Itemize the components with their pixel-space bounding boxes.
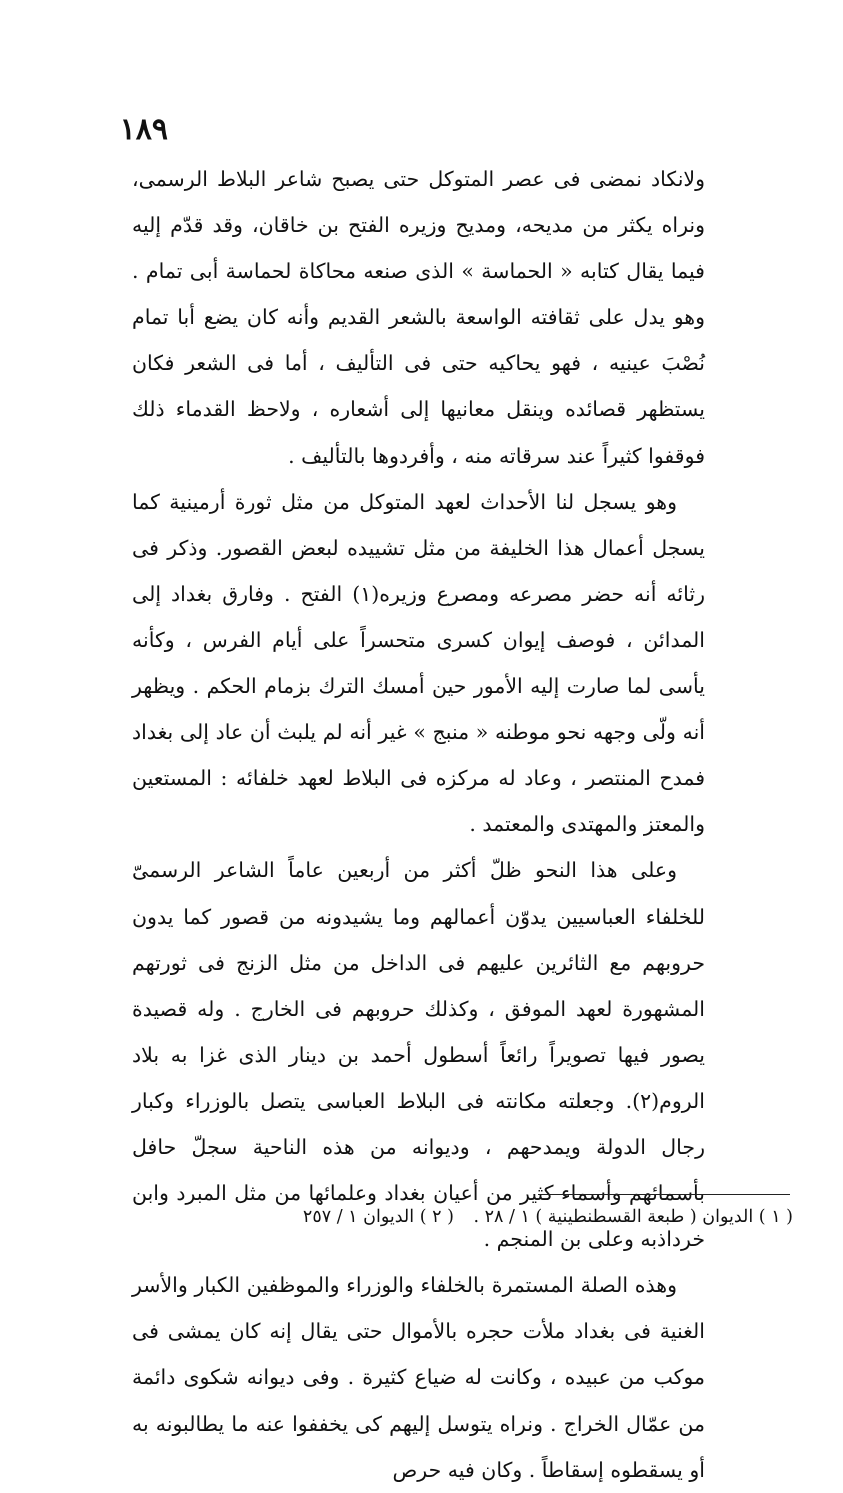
footnote-1: ( ١ ) الديوان ( طبعة القسطنطينية ) ١ / ٢٨ .: [473, 1207, 793, 1227]
body-text: [132, 156, 705, 1493]
paragraph-2: وهو يسجل لنا الأحداث لعهد المتوكل من مثل ثورة أرمينية كما يسجل أعمال هذا الخليفة من مثل تشييده لبعض القصور. وذكر فى رثائه أنه حضر مصرعه ومصرع وزيره(١) الفتح . وفارق بغداد إلى المدائن ، فوصف إيوان كسرى متحسراً على أيام الفرس ، وكأنه يأسى لما صارت إليه الأمور حين أمسك الترك بزمام الحكم . ويظهر أنه ولّى وجهه نحو موطنه « منبج » غير أنه لم يلبث أن عاد إلى بغداد فمدح المنتصر ، وعاد له مركزه فى البلاط لعهد خلفائه : المستعين والمعتز والمهتدى والمعتمد .: [132, 489, 705, 837]
footnotes: [180, 1202, 793, 1232]
footnote-2: ( ٢ ) الديوان ١ / ٢٥٧: [302, 1207, 454, 1227]
footnote-divider: [538, 1194, 790, 1195]
paragraph-3: وعلى هذا النحو ظلّ أكثر من أربعين عاماً الشاعر الرسمىّ للخلفاء العباسيين يدوّن أعمالهم وما يشيدونه من قصور كما يدون حروبهم مع الثائرين عليهم فى الداخل من مثل الزنج فى ثورتهم المشهورة لعهد الموفق ، وكذلك حروبهم فى الخارج . وله قصيدة يصور فيها تصويراً رائعاً أسطول أحمد بن دينار الذى غزا به بلاد الروم(٢). وجعلته مكانته فى البلاط العباسى يتصل بالوزراء وكبار رجال الدولة ويمدحهم ، وديوانه من هذه الناحية سجلّ حافل بأسمائهم وأسماء كثير من أعيان بغداد وعلمائها من مثل المبرد وابن خرداذبه وعلى بن المنجم .: [132, 858, 705, 1252]
page-number: ١٨٩: [119, 112, 168, 147]
paragraph-1: ولانكاد نمضى فى عصر المتوكل حتى يصبح شاعر البلاط الرسمى، ونراه يكثر من مديحه، ومديح وزيره الفتح بن خاقان، وقد قدّم إليه فيما يقال كتابه « الحماسة » الذى صنعه محاكاة لحماسة أبى تمام . وهو يدل على ثقافته الواسعة بالشعر القديم وأنه كان يضع أبا تمام نُصْبَ عينيه ، فهو يحاكيه حتى فى التأليف ، أما فى الشعر فكان يستظهر قصائده وينقل معانيها إلى أشعاره ، ولاحظ القدماء ذلك فوقفوا كثيراً عند سرقاته منه ، وأفردوها بالتأليف .: [132, 167, 705, 468]
paragraph-4: وهذه الصلة المستمرة بالخلفاء والوزراء والموظفين الكبار والأسر الغنية فى بغداد ملأت حجره بالأموال حتى يقال إنه كان يمشى فى موكب من عبيده ، وكانت له ضياع كثيرة . وفى ديوانه شكوى دائمة من عمّال الخراج . ونراه يتوسل إليهم كى يخففوا عنه ما يطالبونه به أو يسقطوه إسقاطاً . وكان فيه حرص: [132, 1273, 705, 1482]
